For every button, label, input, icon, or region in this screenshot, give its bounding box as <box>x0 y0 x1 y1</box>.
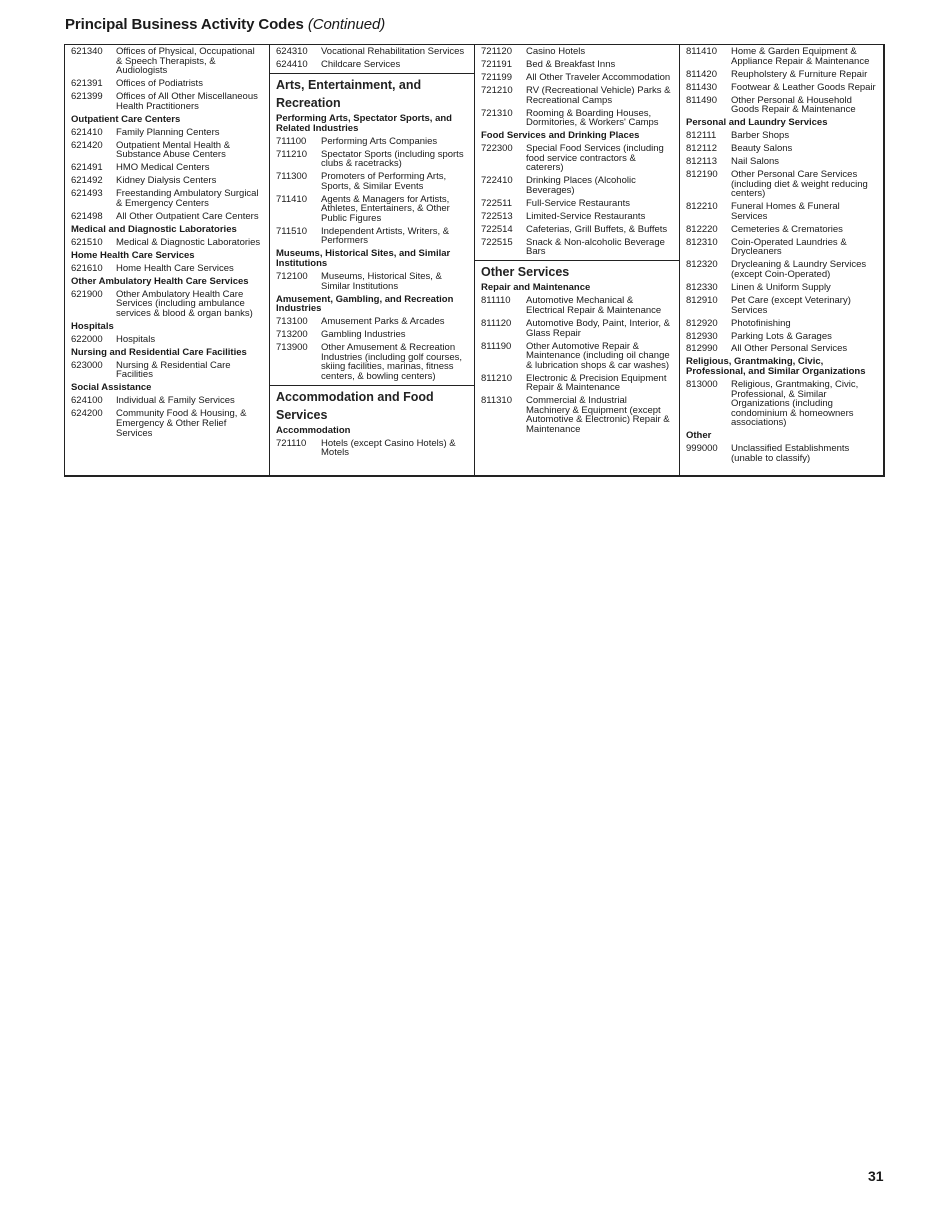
code-row <box>686 170 877 199</box>
activity-description: Offices of Physical, Occupational & Speech Therapists, & Audiologists <box>116 46 255 77</box>
activity-description: Kidney Dialysis Centers <box>116 175 217 187</box>
code-row <box>276 330 468 340</box>
code-row <box>481 47 673 57</box>
code-column <box>270 45 475 475</box>
activity-code: 624200 <box>71 408 103 420</box>
activity-code: 721310 <box>481 107 513 119</box>
subsection-heading: Nursing and Residential Care Facilities <box>71 346 247 358</box>
activity-code: 713200 <box>276 329 308 341</box>
code-block <box>475 260 679 434</box>
activity-code: 624100 <box>71 395 103 407</box>
code-block <box>270 73 474 382</box>
activity-description: Casino Hotels <box>526 46 586 57</box>
activity-code: 722515 <box>481 236 513 248</box>
activity-description: Other Personal Care Services (including diet & weight reducing centers) <box>731 169 868 200</box>
page-title-main: Principal Business Activity Codes <box>65 16 304 33</box>
subsection-heading: Other <box>686 430 712 442</box>
activity-code: 712100 <box>276 271 308 283</box>
activity-code: 624310 <box>276 46 308 57</box>
activity-description: Special Food Services (including food service contractors & caterers) <box>526 143 664 174</box>
activity-code: 812330 <box>686 281 718 293</box>
code-row <box>686 332 877 342</box>
activity-description: Spectator Sports (including sports clubs & racetracks) <box>321 148 464 170</box>
activity-code: 811490 <box>686 94 717 106</box>
code-row <box>71 141 263 160</box>
code-row <box>71 238 263 248</box>
activity-description: Photofinishing <box>731 317 791 329</box>
activity-description: Home Health Care Services <box>116 262 234 274</box>
page-number: 31 <box>868 1168 884 1184</box>
code-row <box>71 128 263 138</box>
activity-description: All Other Outpatient Care Centers <box>116 210 259 222</box>
activity-description: Family Planning Centers <box>116 126 220 138</box>
code-row <box>276 272 468 291</box>
code-row <box>481 296 673 315</box>
code-column <box>65 45 270 475</box>
code-row <box>481 176 673 195</box>
activity-description: Snack & Non-alcoholic Beverage Bars <box>526 236 665 258</box>
code-row <box>71 290 263 319</box>
activity-code: 621391 <box>71 78 103 90</box>
activity-code: 812990 <box>686 343 718 355</box>
code-row <box>686 319 877 329</box>
activity-description: Unclassified Establishments (unable to classify) <box>731 443 850 464</box>
activity-code: 811210 <box>481 372 512 384</box>
code-row <box>481 199 673 209</box>
activity-description: Automotive Mechanical & Electrical Repair & Maintenance <box>526 295 662 316</box>
code-block <box>475 45 679 257</box>
activity-description: Hotels (except Casino Hotels) & Motels <box>321 437 456 459</box>
activity-description: Childcare Services <box>321 58 401 70</box>
activity-codes-table <box>64 44 885 477</box>
activity-description: Drinking Places (Alcoholic Beverages) <box>526 175 636 196</box>
activity-description: Rooming & Boarding Houses, Dormitories, & Workers' Camps <box>526 107 659 129</box>
code-row <box>686 70 877 80</box>
activity-code: 811420 <box>686 68 717 80</box>
code-row <box>481 342 673 371</box>
activity-code: 813000 <box>686 379 718 391</box>
code-row <box>686 96 877 115</box>
subsection-heading: Food Services and Drinking Places <box>481 130 640 142</box>
subsection-heading: Accommodation <box>276 424 351 436</box>
code-row <box>686 83 877 93</box>
code-row <box>481 86 673 105</box>
activity-code: 621498 <box>71 210 103 222</box>
activity-code: 811430 <box>686 81 717 93</box>
activity-code: 811120 <box>481 317 512 329</box>
subsection-heading: Social Assistance <box>71 382 152 394</box>
code-row <box>71 212 263 222</box>
activity-description: Outpatient Mental Health & Substance Abuse Centers <box>116 139 231 161</box>
code-block <box>270 45 474 70</box>
code-row <box>71 409 263 438</box>
activity-code: 721199 <box>481 71 512 83</box>
activity-code: 711410 <box>276 193 307 205</box>
activity-description: Other Personal & Household Goods Repair & Maintenance <box>731 94 856 116</box>
activity-description: Linen & Uniform Supply <box>731 281 831 293</box>
activity-description: Individual & Family Services <box>116 395 235 407</box>
code-row <box>686 47 877 66</box>
activity-description: Gambling Industries <box>321 329 406 341</box>
activity-code: 811190 <box>481 340 512 352</box>
activity-description: All Other Traveler Accommodation <box>526 71 671 83</box>
activity-description: Pet Care (except Veterinary) Services <box>731 294 851 316</box>
activity-code: 621510 <box>71 236 103 248</box>
activity-description: Footwear & Leather Goods Repair <box>731 81 876 93</box>
activity-code: 721210 <box>481 84 513 96</box>
code-row <box>481 374 673 393</box>
activity-code: 812112 <box>686 143 717 155</box>
code-row <box>276 150 468 169</box>
code-row <box>71 92 263 111</box>
code-row <box>481 144 673 173</box>
code-row <box>686 131 877 141</box>
code-row <box>686 444 877 463</box>
activity-description: Offices of All Other Miscellaneous Health Practitioners <box>116 91 258 112</box>
activity-description: Promoters of Performing Arts, Sports, & Similar Events <box>321 171 447 192</box>
activity-description: Home & Garden Equipment & Appliance Repair & Maintenance <box>731 46 870 67</box>
code-row <box>276 439 468 458</box>
code-row <box>686 225 877 235</box>
activity-description: Freestanding Ambulatory Surgical & Emergency Centers <box>116 188 259 209</box>
activity-description: Electronic & Precision Equipment Repair & Maintenance <box>526 372 667 394</box>
code-row <box>686 380 877 428</box>
activity-code: 713100 <box>276 316 308 328</box>
activity-description: Beauty Salons <box>731 143 793 155</box>
activity-code: 812220 <box>686 223 718 235</box>
code-row <box>71 163 263 173</box>
code-row <box>481 238 673 257</box>
activity-code: 621491 <box>71 162 103 174</box>
activity-description: Commercial & Industrial Machinery & Equipment (except Automotive & Electronic) Repair & Maintenance <box>526 395 670 436</box>
code-block <box>680 45 883 464</box>
activity-code: 811110 <box>481 295 511 307</box>
section-heading: Arts, Entertainment, and Recreation <box>276 77 422 110</box>
code-row <box>481 225 673 235</box>
code-row <box>71 189 263 208</box>
activity-description: Hospitals <box>116 333 156 345</box>
page-title <box>65 16 385 33</box>
activity-code: 722511 <box>481 197 512 209</box>
code-row <box>71 176 263 186</box>
activity-code: 721110 <box>276 437 307 449</box>
code-block <box>65 45 269 438</box>
code-block <box>270 385 474 458</box>
code-row <box>481 396 673 434</box>
activity-code: 812930 <box>686 330 718 342</box>
code-row <box>481 212 673 222</box>
code-row <box>481 73 673 83</box>
activity-description: Other Automotive Repair & Maintenance (including oil change & lubrication shops & car washes) <box>526 340 670 371</box>
section-heading: Other Services <box>481 265 570 280</box>
code-row <box>276 60 468 70</box>
activity-description: Medical & Diagnostic Laboratories <box>116 236 261 248</box>
activity-description: Performing Arts Companies <box>321 135 438 147</box>
activity-code: 621399 <box>71 91 103 103</box>
code-row <box>481 319 673 338</box>
code-row <box>276 317 468 327</box>
code-row <box>71 361 263 380</box>
activity-code: 711210 <box>276 148 307 160</box>
activity-description: RV (Recreational Vehicle) Parks & Recreational Camps <box>526 84 671 106</box>
activity-description: Community Food & Housing, & Emergency & Other Relief Services <box>116 408 247 439</box>
activity-code: 811410 <box>686 46 717 57</box>
activity-description: Offices of Podiatrists <box>116 78 203 90</box>
activity-description: Amusement Parks & Arcades <box>321 316 445 328</box>
subsection-heading: Religious, Grantmaking, Civic, Professional, and Similar Organizations <box>686 356 866 378</box>
activity-code: 621493 <box>71 188 103 200</box>
code-row <box>276 137 468 147</box>
section-heading: Accommodation and Food Services <box>276 389 434 422</box>
activity-description: Agents & Managers for Artists, Athletes, Entertainers, & Other Public Figures <box>321 193 450 224</box>
activity-code: 812920 <box>686 317 718 329</box>
activity-code: 812113 <box>686 156 717 168</box>
activity-description: Nail Salons <box>731 156 780 168</box>
code-row <box>276 172 468 191</box>
code-row <box>686 202 877 221</box>
activity-description: Funeral Homes & Funeral Services <box>731 201 840 222</box>
activity-description: Barber Shops <box>731 130 790 142</box>
subsection-heading: Museums, Historical Sites, and Similar Institutions <box>276 248 451 270</box>
activity-code: 624410 <box>276 58 308 70</box>
activity-description: HMO Medical Centers <box>116 162 210 174</box>
code-row <box>481 109 673 128</box>
activity-code: 622000 <box>71 333 103 345</box>
activity-code: 811310 <box>481 395 512 407</box>
activity-code: 812111 <box>686 130 717 142</box>
activity-code: 623000 <box>71 359 103 371</box>
activity-code: 711510 <box>276 225 307 237</box>
activity-code: 812910 <box>686 294 718 306</box>
activity-code: 621900 <box>71 288 103 300</box>
subsection-heading: Outpatient Care Centers <box>71 113 181 125</box>
code-row <box>276 47 468 57</box>
activity-description: Other Ambulatory Health Care Services (including ambulance services & blood & organ banks) <box>116 288 253 319</box>
activity-description: Vocational Rehabilitation Services <box>321 46 465 57</box>
subsection-heading: Personal and Laundry Services <box>686 117 828 129</box>
code-row <box>71 47 263 76</box>
activity-code: 621420 <box>71 139 103 151</box>
code-row <box>686 344 877 354</box>
subsection-heading: Repair and Maintenance <box>481 282 591 294</box>
subsection-heading: Performing Arts, Spectator Sports, and Related Industries <box>276 112 452 134</box>
activity-description: Full-Service Restaurants <box>526 197 631 209</box>
activity-description: Reupholstery & Furniture Repair <box>731 68 868 80</box>
activity-description: Drycleaning & Laundry Services (except Coin-Operated) <box>731 259 867 280</box>
activity-code: 999000 <box>686 443 718 455</box>
activity-description: All Other Personal Services <box>731 343 848 355</box>
activity-code: 812310 <box>686 236 718 248</box>
subsection-heading: Other Ambulatory Health Care Services <box>71 275 249 287</box>
code-row <box>71 79 263 89</box>
activity-code: 722410 <box>481 175 513 187</box>
activity-code: 722300 <box>481 143 513 155</box>
code-row <box>276 343 468 381</box>
subsection-heading: Home Health Care Services <box>71 249 195 261</box>
activity-code: 621410 <box>71 126 103 138</box>
subsection-heading: Amusement, Gambling, and Recreation Industries <box>276 293 454 315</box>
activity-description: Other Amusement & Recreation Industries (including golf courses, skiing facilities, marinas, fitness centers, & bowling centers) <box>321 342 462 382</box>
code-row <box>686 283 877 293</box>
code-row <box>71 396 263 406</box>
code-column <box>475 45 680 475</box>
code-row <box>686 144 877 154</box>
code-row <box>686 238 877 257</box>
subsection-heading: Medical and Diagnostic Laboratories <box>71 223 237 235</box>
code-row <box>686 260 877 279</box>
activity-description: Bed & Breakfast Inns <box>526 58 616 70</box>
activity-description: Automotive Body, Paint, Interior, & Glass Repair <box>526 317 670 339</box>
activity-code: 722513 <box>481 210 513 222</box>
code-row <box>686 296 877 315</box>
activity-code: 721120 <box>481 46 512 57</box>
activity-description: Parking Lots & Garages <box>731 330 832 342</box>
code-column <box>680 45 883 475</box>
code-row <box>71 335 263 345</box>
activity-description: Limited-Service Restaurants <box>526 210 646 222</box>
activity-code: 721191 <box>481 58 512 70</box>
activity-code: 621340 <box>71 46 103 57</box>
activity-code: 711300 <box>276 171 307 183</box>
activity-code: 812320 <box>686 259 718 271</box>
activity-code: 621492 <box>71 175 103 187</box>
activity-description: Coin-Operated Laundries & Drycleaners <box>731 236 847 258</box>
activity-code: 621610 <box>71 262 103 274</box>
activity-description: Museums, Historical Sites, & Similar Institutions <box>321 271 442 292</box>
activity-code: 812190 <box>686 169 718 181</box>
activity-code: 711100 <box>276 135 307 147</box>
code-row <box>276 227 468 246</box>
activity-description: Cemeteries & Crematories <box>731 223 843 235</box>
activity-code: 812210 <box>686 201 718 213</box>
activity-description: Nursing & Residential Care Facilities <box>116 359 231 381</box>
code-row <box>71 264 263 274</box>
code-row <box>481 60 673 70</box>
code-row <box>276 195 468 224</box>
code-row <box>686 157 877 167</box>
activity-description: Independent Artists, Writers, & Performers <box>321 225 450 247</box>
page-title-suffix: (Continued) <box>307 16 386 33</box>
activity-description: Religious, Grantmaking, Civic, Professional, & Similar Organizations (including condominium & homeowners associations) <box>731 379 859 429</box>
activity-description: Cafeterias, Grill Buffets, & Buffets <box>526 223 668 235</box>
activity-code: 722514 <box>481 223 513 235</box>
activity-code: 713900 <box>276 342 308 354</box>
subsection-heading: Hospitals <box>71 320 114 332</box>
